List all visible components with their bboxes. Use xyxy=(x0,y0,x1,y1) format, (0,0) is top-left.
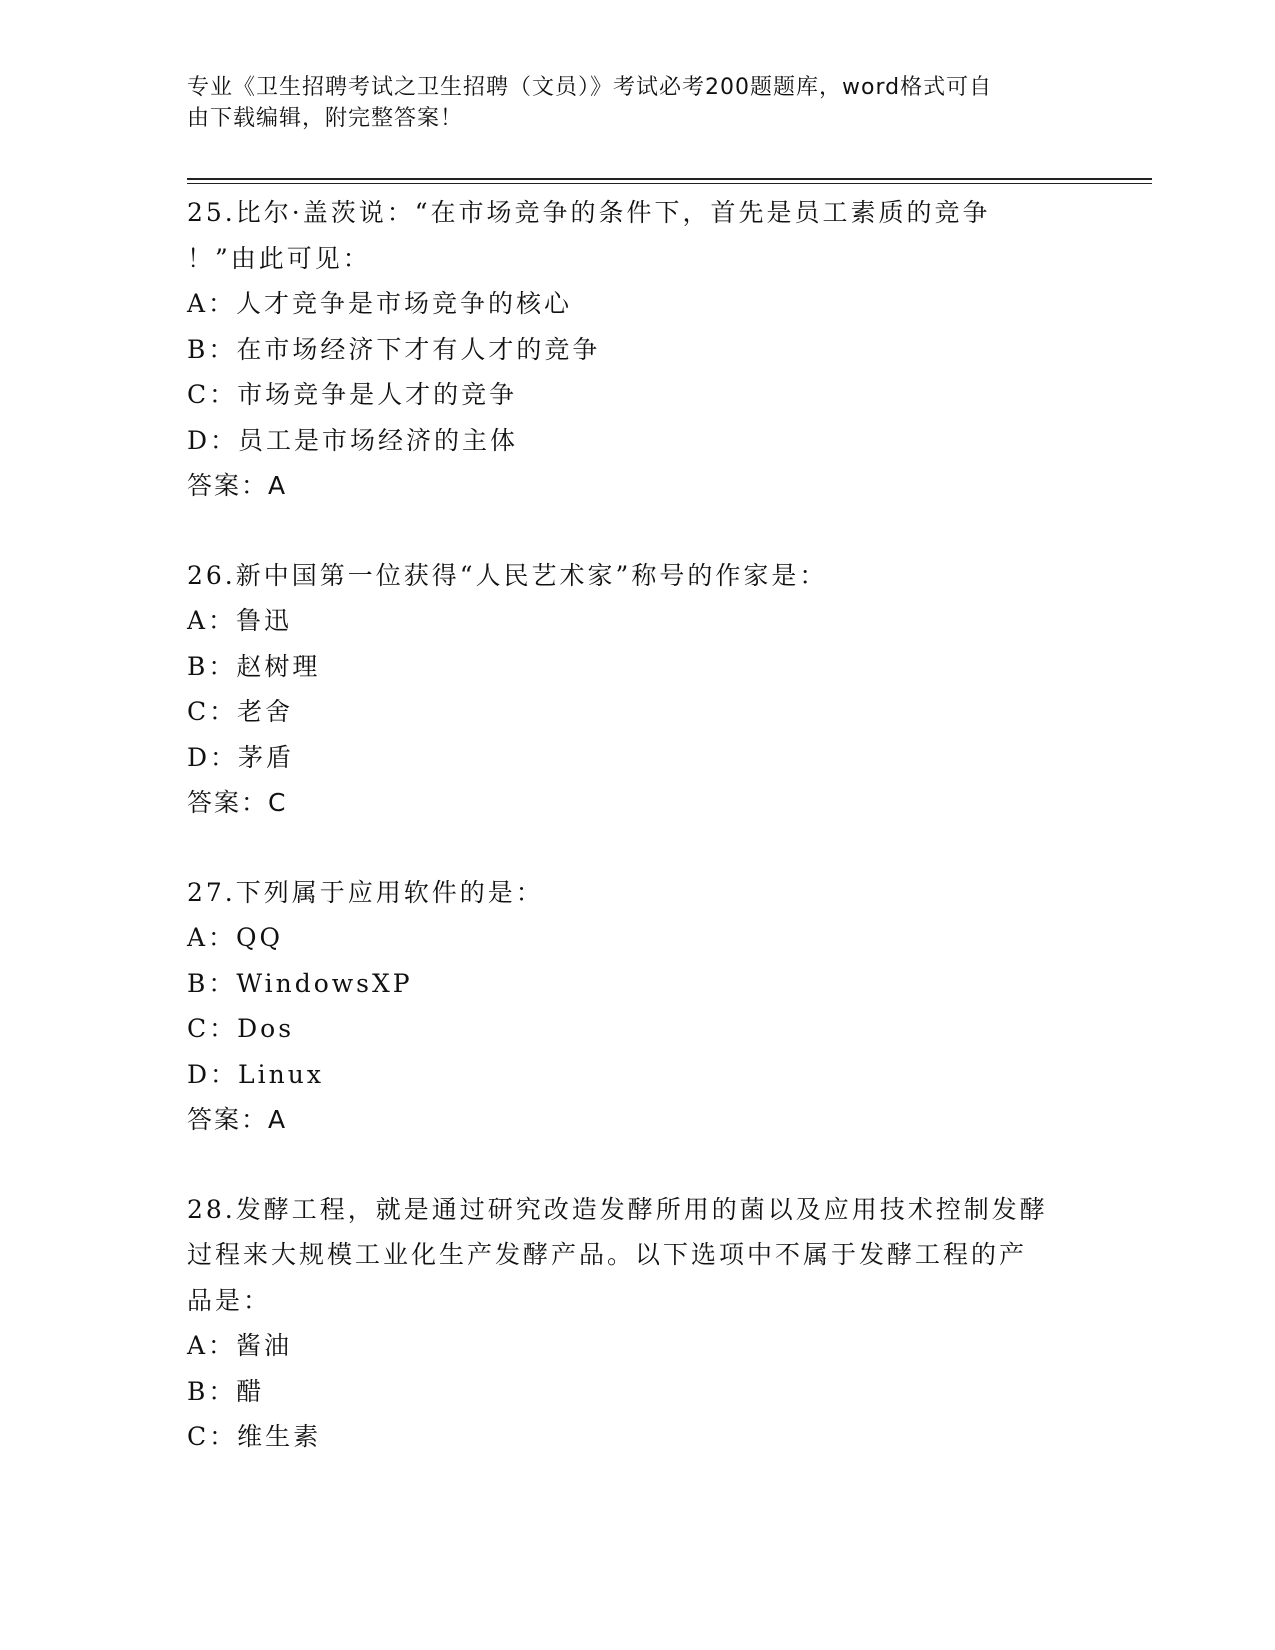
option-b: B：赵树理 xyxy=(187,651,321,681)
option-b: B：WindowsXP xyxy=(187,968,413,998)
option-c: C：维生素 xyxy=(187,1422,322,1451)
question-stem: ！”由此可见： xyxy=(187,243,371,273)
question-stem: 过程来大规模工业化生产发酵产品。以下选项中不属于发酵工程的产 xyxy=(187,1240,1028,1269)
question-list xyxy=(187,190,1087,1504)
header-divider xyxy=(187,178,1152,180)
question-stem: 品是： xyxy=(187,1285,272,1315)
question-stem: 25.比尔·盖茨说：“在市场竞争的条件下，首先是员工素质的竞争 xyxy=(187,198,991,227)
question-27 xyxy=(187,870,1087,1143)
answer: 答案：A xyxy=(187,1105,288,1134)
question-stem: 28.发酵工程，就是通过研究改造发酵所用的菌以及应用技术控制发酵 xyxy=(187,1194,1048,1224)
question-26 xyxy=(187,553,1087,826)
option-b: B：醋 xyxy=(187,1376,265,1406)
option-a: A：酱油 xyxy=(187,1331,293,1360)
answer: 答案：A xyxy=(187,471,288,500)
option-c: C：Dos xyxy=(187,1014,295,1043)
option-d: D：员工是市场经济的主体 xyxy=(187,425,519,455)
header-line-2: 由下载编辑，附完整答案！ xyxy=(187,106,464,131)
option-c: C：老舍 xyxy=(187,697,294,726)
option-d: D：茅盾 xyxy=(187,742,295,772)
question-25 xyxy=(187,190,1087,509)
question-28 xyxy=(187,1187,1087,1460)
document-header xyxy=(187,72,1067,134)
option-a: A：QQ xyxy=(187,923,284,952)
option-b: B：在市场经济下才有人才的竞争 xyxy=(187,334,601,364)
question-stem: 27.下列属于应用软件的是： xyxy=(187,877,544,907)
option-a: A：人才竞争是市场竞争的核心 xyxy=(187,289,573,318)
header-line-1: 专业《卫生招聘考试之卫生招聘（文员）》考试必考200题题库，word格式可自 xyxy=(187,75,993,100)
option-c: C：市场竞争是人才的竞争 xyxy=(187,380,518,409)
question-stem: 26.新中国第一位获得“人民艺术家”称号的作家是： xyxy=(187,560,828,590)
option-a: A：鲁迅 xyxy=(187,606,293,635)
answer: 答案：C xyxy=(187,788,288,817)
header-divider-thin xyxy=(187,183,1152,184)
option-d: D：Linux xyxy=(187,1059,324,1089)
